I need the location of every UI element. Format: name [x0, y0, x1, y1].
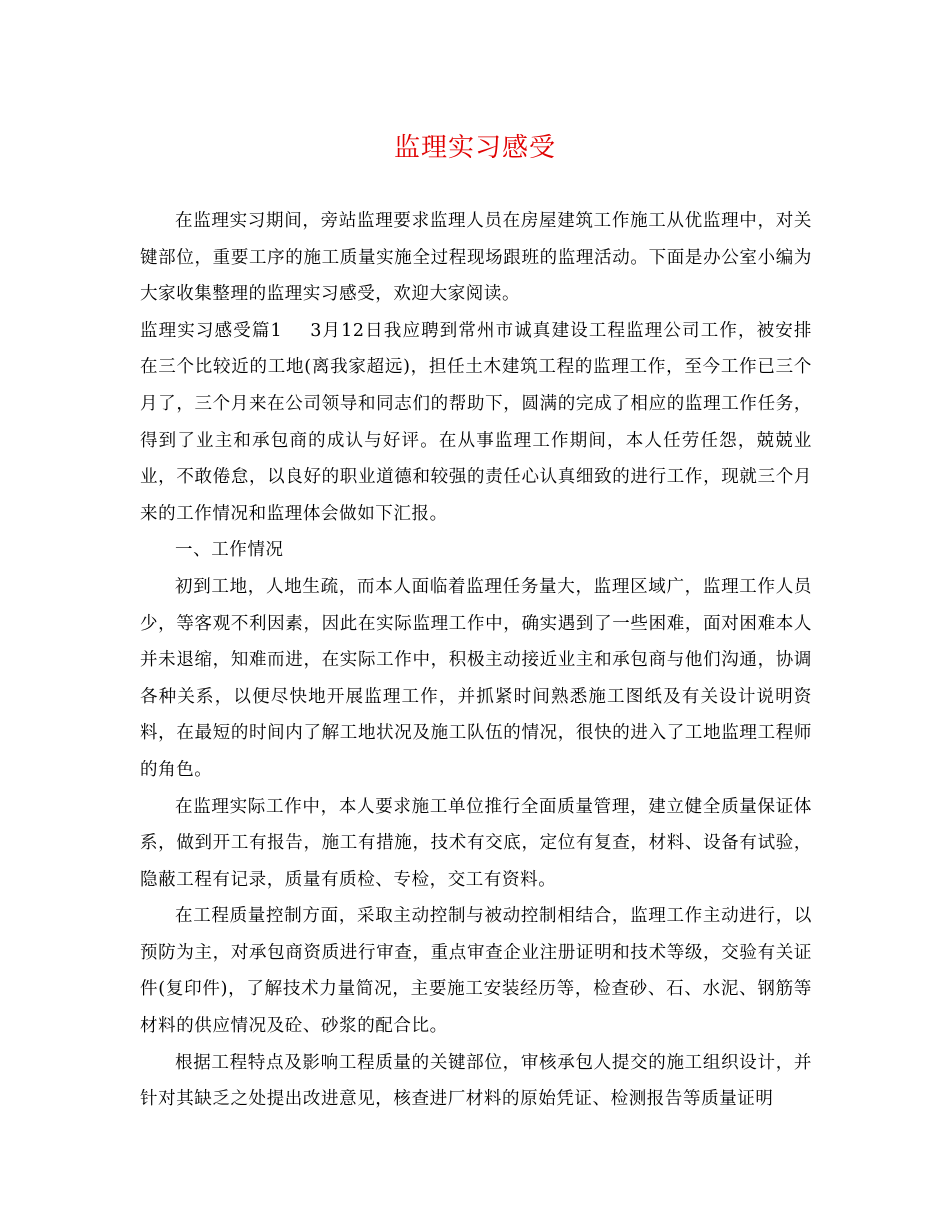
body-paragraph: 在监理实际工作中，本人要求施工单位推行全面质量管理，建立健全质量保证体系，做到开工有报告，施工有措施，技术有交底，定位有复查，材料、设备有试验，隐蔽工程有记录，质量有质检、专检，交工有资料。 [140, 796, 812, 890]
section-label: 监理实习感受篇1 [140, 320, 283, 341]
document-body [140, 203, 812, 1118]
section-paragraph [140, 313, 812, 533]
body-paragraph: 初到工地，人地生疏，而本人面临着监理任务量大，监理区域广，监理工作人员少，等客观不利因素，因此在实际监理工作中，确实遇到了一些困难，面对困难本人并未退缩，知难而进，在实际工作中，积极主动接近业主和承包商与他们沟通，协调各种关系，以便尽快地开展监理工作，并抓紧时间熟悉施工图纸及有关设计说明资料，在最短的时间内了解工地状况及施工队伍的情况，很快的进入了工地监理工程师的角色。 [140, 576, 812, 780]
body-paragraph: 在工程质量控制方面，采取主动控制与被动控制相结合，监理工作主动进行，以预防为主，对承包商资质进行审查，重点审查企业注册证明和技术等级，交验有关证件(复印件)，了解技术力量简况，主要施工安装经历等，检查砂、石、水泥、钢筋等材料的供应情况及砼、砂浆的配合比。 [140, 906, 812, 1037]
heading-work-situation: 一、工作情况 [175, 540, 284, 561]
body-paragraph: 根据工程特点及影响工程质量的关键部位，审核承包人提交的施工组织设计，并针对其缺乏之处提出改进意见，核查进厂材料的原始凭证、检测报告等质量证明 [140, 1052, 812, 1110]
section-first-text: 3月12日我应聘到常州市诚真建设工程监理公司工作，被安排在三个比较近的工地(离我家超远)，担任土木建筑工程的监理工作，至今工作已三个月了，三个月来在公司领导和同志们的帮助下，圆满的完成了相应的监理工作任务，得到了业主和承包商的成认与好评。在从事监理工作期间，本人任劳任怨，兢兢业业，不敢倦怠，以良好的职业道德和较强的责任心认真细致的进行工作，现就三个月来的工作情况和监理体会做如下汇报。 [140, 320, 813, 524]
intro-paragraph: 在监理实习期间，旁站监理要求监理人员在房屋建筑工作施工从优监理中，对关键部位，重要工序的施工质量实施全过程现场跟班的监理活动。下面是办公室小编为大家收集整理的监理实习感受，欢迎大家阅读。 [140, 211, 812, 305]
document-title: 监理实习感受 [393, 133, 556, 163]
